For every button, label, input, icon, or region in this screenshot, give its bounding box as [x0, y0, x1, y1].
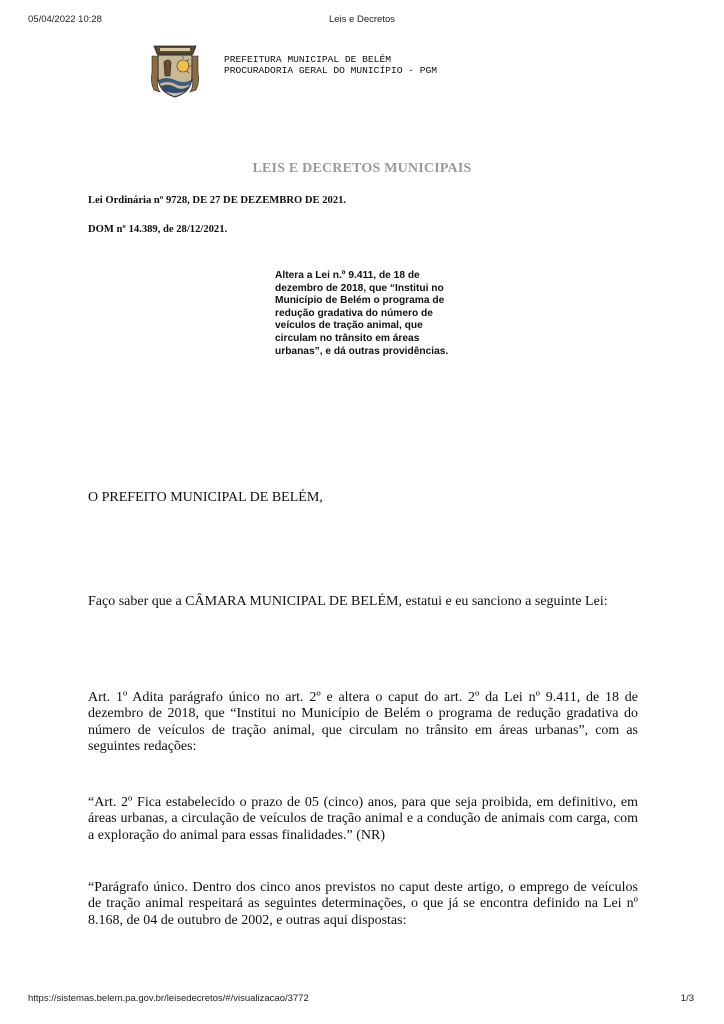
- print-footer: [0, 993, 724, 1007]
- paragraph-paragrafo-unico: “Parágrafo único. Dentro dos cinco anos previstos no caput deste artigo, o emprego de veículos de tração animal respeitará as seguintes determinações, o que já se encontra definido na Lei nº 8.168, de 04 de outubro de 2002, e outras aqui dispostas:: [88, 880, 638, 928]
- print-datetime: 05/04/2022 10:28: [28, 14, 102, 25]
- law-title: Lei Ordinária nº 9728, DE 27 DE DEZEMBRO DE 2021.: [88, 195, 347, 206]
- belem-coat-of-arms-icon: [146, 42, 204, 100]
- paragraph-faco-saber: Faço saber que a CÂMARA MUNICIPAL DE BELÉM, estatui e eu sanciono a seguinte Lei:: [88, 594, 608, 609]
- paragraph-art2: “Art. 2º Fica estabelecido o prazo de 05 (cinco) anos, para que seja proibida, em definitivo, em áreas urbanas, a circulação de veículos de tração animal e a condução de animais com carga, com a exploração do animal para essas finalidades.” (NR): [88, 795, 638, 843]
- print-page-number: 1/3: [680, 993, 694, 1004]
- law-ementa: Altera a Lei n.º 9.411, de 18 de dezembro de 2018, que “Institui no Município de Belém o programa de redução gradativa do número de veículos de tração animal, que circulam no trânsito em áreas urbanas”, e dá outras providências.: [275, 270, 449, 357]
- org-name: PREFEITURA MUNICIPAL DE BELÉM: [224, 54, 391, 65]
- section-title: LEIS E DECRETOS MUNICIPAIS: [252, 161, 472, 176]
- law-dom-reference: DOM nº 14.389, de 28/12/2021.: [88, 224, 228, 235]
- org-department: PROCURADORIA GERAL DO MUNICÍPIO - PGM: [224, 65, 438, 76]
- print-url: https://sistemas.belem.pa.gov.br/leisedecretos/#/visualizacao/3772: [28, 993, 309, 1004]
- organization-header: [224, 54, 437, 76]
- paragraph-prefeito: O PREFEITO MUNICIPAL DE BELÉM,: [88, 490, 323, 505]
- print-page-title: Leis e Decretos: [328, 14, 395, 25]
- paragraph-art1: Art. 1º Adita parágrafo único no art. 2º e altera o caput do art. 2º da Lei nº 9.411, de 18 de dezembro de 2018, que “Institui no Município de Belém o programa de redução gradativa do número de veículos de tração animal, que circulam no trânsito em áreas urbanas”, com as seguintes redações:: [88, 690, 638, 755]
- print-header: [0, 14, 724, 28]
